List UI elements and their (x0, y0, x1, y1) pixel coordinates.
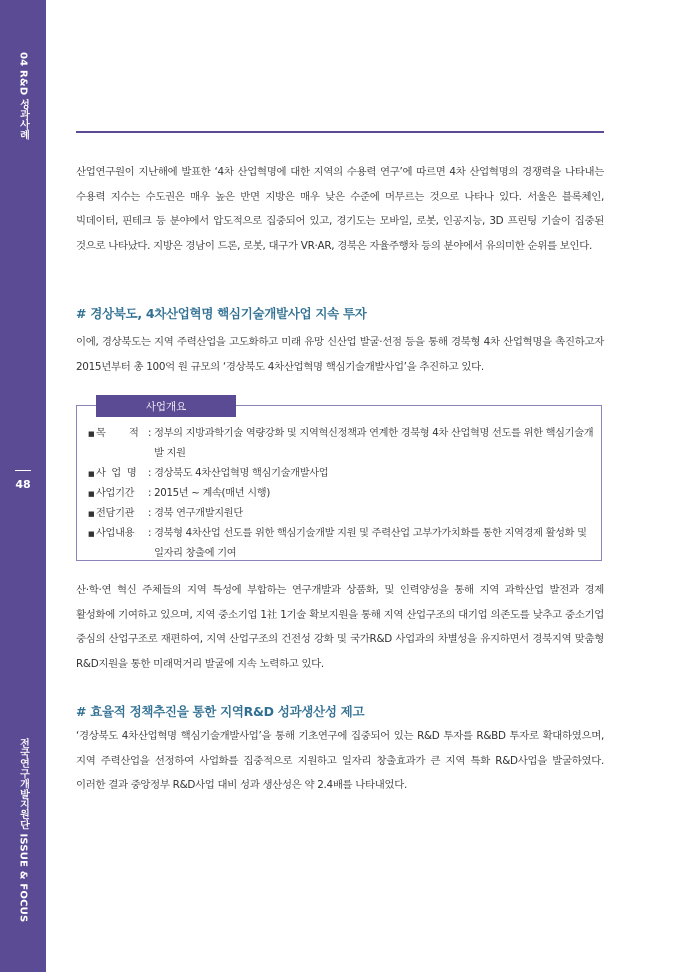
bullet-icon: ■ (88, 430, 95, 438)
item-value: 경북 연구개발지원단 (154, 508, 243, 519)
intro-paragraph: 산업연구원이 지난해에 발표한 ‘4차 산업혁명에 대한 지역의 수용력 연구’에 따르면 4차 산업혁명의 경쟁력을 나타내는 수용력 지수는 수도권은 매우 높은 반면 지방은 매우 낮은 수준에 머무르는 것으로 나타나 있다. 서울은 블록체인, 빅데이터, 핀테크 등 분야에서 압도적으로 집중되어 있고, 경기도는 모바일, 로봇, 인공지능, 3D 프린팅 기술이 집중된 것으로 나타났다. 지방은 경남이 드론, 로봇, 대구가 VR·AR, 경북은 자율주행차 등의 분야에서 유의미한 순위를 보인다. (76, 166, 604, 252)
list-item (88, 424, 598, 464)
list-item (88, 504, 598, 524)
item-label: 사 업 명 (96, 468, 137, 479)
publication-label: 전국연구개발지원단 ISSUE & FOCUS (17, 738, 29, 923)
item-value: 2015년 ~ 계속(매년 시행) (154, 488, 270, 499)
list-item (88, 524, 598, 564)
top-divider (76, 131, 604, 133)
bullet-icon: ■ (88, 470, 95, 478)
paragraph-2: 이에, 경상북도는 지역 주력산업을 고도화하고 미래 유망 신산업 발굴·선점 등을 통해 경북형 4차 산업혁명을 촉진하고자 2015년부터 총 100억 원 규모의 ‘경상북도 4차산업혁명 핵심기술개발사업’을 추진하고 있다. (76, 336, 604, 373)
section-heading-1: # 경상북도, 4차산업혁명 핵심기술개발사업 지속 투자 (76, 306, 367, 321)
list-item (88, 484, 598, 504)
item-colon: : (148, 468, 155, 479)
item-label: 사업기간 (96, 488, 135, 499)
paragraph-4: ‘경상북도 4차산업혁명 핵심기술개발사업’을 통해 기초연구에 집중되어 있는 R&D 투자를 R&BD 투자로 확대하였으며, 지역 주력산업을 선정하여 사업화를 집중적으로 지원하고 일자리 창출효과가 큰 지역 특화 R&D사업을 발굴하였다. 이러한 결과 중앙정부 R&D사업 대비 성과 생산성은 약 2.4배를 나타내었다. (76, 730, 604, 791)
section-heading-2: # 효율적 정책추진을 통한 지역R&D 성과생산성 제고 (76, 704, 365, 719)
item-value: 경북형 4차산업 선도를 위한 핵심기술개발 지원 및 주력산업 고부가가치화를 통한 지역경제 활성화 및 일자리 창출에 기여 (154, 528, 587, 559)
bullet-icon: ■ (88, 490, 95, 498)
item-label: 목 적 (96, 428, 139, 439)
project-overview-title: 사업개요 (96, 395, 236, 417)
section-label: 04 R&D 성과사례 (17, 52, 29, 140)
item-value: 경상북도 4차산업혁명 핵심기술개발사업 (154, 468, 329, 479)
item-colon: : (148, 528, 155, 539)
item-label: 사업내용 (96, 528, 135, 539)
list-item (88, 464, 598, 484)
bullet-icon: ■ (88, 530, 95, 538)
sidebar (0, 0, 46, 972)
page-marker-line (15, 470, 31, 471)
page-number: 48 (15, 478, 31, 491)
bullet-icon: ■ (88, 510, 95, 518)
item-colon: : (148, 508, 155, 519)
item-colon: : (148, 428, 155, 439)
item-value: 정부의 지방과학기술 역량강화 및 지역혁신정책과 연계한 경북형 4차 산업혁명 선도를 위한 핵심기술개발 지원 (154, 428, 594, 459)
project-overview-list (88, 424, 598, 564)
paragraph-3: 산·학·연 혁신 주체들의 지역 특성에 부합하는 연구개발과 상품화, 및 인력양성을 통해 지역 과학산업 발전과 경제 활성화에 기여하고 있으며, 지역 중소기업 1社 1기술 확보지원을 통해 지역 산업구조의 대기업 의존도를 낮추고 중소기업 중심의 산업구조로 재편하여, 지역 산업구조의 건전성 강화 및 국가R&D 사업과의 차별성을 유지하면서 경북지역 맞춤형 R&D지원을 통한 미래먹거리 발굴에 지속 노력하고 있다. (76, 584, 604, 670)
item-colon: : (148, 488, 155, 499)
item-label: 전담기관 (96, 508, 135, 519)
